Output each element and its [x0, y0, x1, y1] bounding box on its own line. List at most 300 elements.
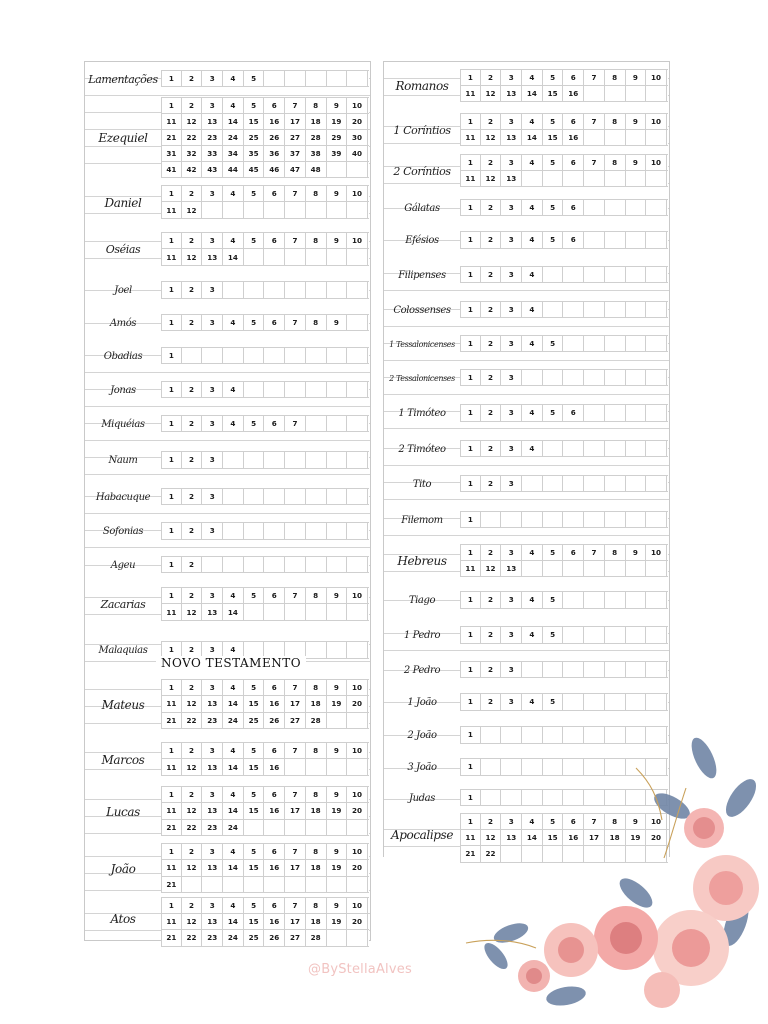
chapter-checkbox[interactable]: 3 — [202, 416, 223, 431]
chapter-checkbox[interactable]: 6 — [264, 588, 285, 603]
chapter-checkbox[interactable]: 32 — [182, 146, 203, 161]
chapter-checkbox[interactable]: 1 — [460, 114, 481, 129]
chapter-checkbox[interactable]: 11 — [161, 114, 182, 129]
chapter-checkbox[interactable]: 22 — [182, 713, 203, 728]
chapter-checkbox[interactable]: 8 — [306, 98, 327, 113]
chapter-checkbox[interactable]: 23 — [202, 130, 223, 145]
chapter-checkbox[interactable]: 2 — [182, 71, 203, 86]
chapter-checkbox[interactable]: 17 — [584, 830, 605, 845]
chapter-checkbox[interactable]: 8 — [605, 155, 626, 170]
chapter-checkbox[interactable]: 4 — [223, 844, 244, 859]
chapter-checkbox[interactable]: 1 — [161, 489, 182, 504]
chapter-checkbox[interactable]: 2 — [182, 416, 203, 431]
chapter-checkbox[interactable]: 14 — [223, 914, 244, 929]
chapter-checkbox[interactable]: 4 — [522, 232, 543, 247]
chapter-checkbox[interactable]: 5 — [543, 336, 564, 351]
chapter-checkbox[interactable]: 15 — [244, 114, 265, 129]
chapter-checkbox[interactable]: 9 — [327, 898, 348, 913]
chapter-checkbox[interactable]: 1 — [161, 186, 182, 201]
chapter-checkbox[interactable]: 6 — [264, 680, 285, 695]
chapter-checkbox[interactable]: 7 — [285, 743, 306, 758]
chapter-checkbox[interactable]: 10 — [646, 155, 667, 170]
chapter-checkbox[interactable]: 4 — [522, 592, 543, 607]
chapter-checkbox[interactable]: 7 — [285, 416, 306, 431]
chapter-checkbox[interactable]: 13 — [501, 130, 522, 145]
chapter-checkbox[interactable]: 2 — [182, 844, 203, 859]
chapter-checkbox[interactable]: 14 — [223, 759, 244, 774]
chapter-checkbox[interactable]: 27 — [285, 930, 306, 945]
chapter-checkbox[interactable]: 4 — [522, 441, 543, 456]
chapter-checkbox[interactable]: 1 — [460, 405, 481, 420]
chapter-checkbox[interactable]: 14 — [223, 114, 244, 129]
chapter-checkbox[interactable]: 3 — [501, 592, 522, 607]
chapter-checkbox[interactable]: 11 — [460, 171, 481, 186]
chapter-checkbox[interactable]: 8 — [306, 315, 327, 330]
chapter-checkbox[interactable]: 3 — [501, 155, 522, 170]
chapter-checkbox[interactable]: 5 — [244, 416, 265, 431]
chapter-checkbox[interactable]: 10 — [646, 114, 667, 129]
chapter-checkbox[interactable]: 2 — [182, 680, 203, 695]
chapter-checkbox[interactable]: 8 — [306, 898, 327, 913]
chapter-checkbox[interactable]: 13 — [202, 249, 223, 264]
chapter-checkbox[interactable]: 5 — [244, 680, 265, 695]
chapter-checkbox[interactable]: 13 — [501, 86, 522, 101]
chapter-checkbox[interactable]: 2 — [481, 545, 502, 560]
chapter-checkbox[interactable]: 1 — [161, 98, 182, 113]
chapter-checkbox[interactable]: 3 — [501, 232, 522, 247]
chapter-checkbox[interactable]: 1 — [460, 155, 481, 170]
chapter-checkbox[interactable]: 14 — [522, 830, 543, 845]
chapter-checkbox[interactable]: 45 — [244, 162, 265, 177]
chapter-checkbox[interactable]: 3 — [501, 200, 522, 215]
chapter-checkbox[interactable]: 3 — [202, 787, 223, 802]
chapter-checkbox[interactable]: 1 — [161, 282, 182, 297]
chapter-checkbox[interactable]: 4 — [522, 694, 543, 709]
chapter-checkbox[interactable]: 6 — [563, 232, 584, 247]
chapter-checkbox[interactable]: 22 — [481, 846, 502, 861]
chapter-checkbox[interactable]: 10 — [347, 186, 368, 201]
chapter-checkbox[interactable]: 12 — [182, 249, 203, 264]
chapter-checkbox[interactable]: 3 — [501, 370, 522, 385]
chapter-checkbox[interactable]: 21 — [161, 130, 182, 145]
chapter-checkbox[interactable]: 12 — [182, 914, 203, 929]
chapter-checkbox[interactable]: 10 — [646, 70, 667, 85]
chapter-checkbox[interactable]: 27 — [285, 713, 306, 728]
chapter-checkbox[interactable]: 3 — [202, 186, 223, 201]
chapter-checkbox[interactable]: 5 — [543, 232, 564, 247]
chapter-checkbox[interactable]: 9 — [327, 844, 348, 859]
chapter-checkbox[interactable]: 6 — [264, 98, 285, 113]
chapter-checkbox[interactable]: 3 — [202, 898, 223, 913]
chapter-checkbox[interactable]: 1 — [161, 680, 182, 695]
chapter-checkbox[interactable]: 10 — [646, 545, 667, 560]
chapter-checkbox[interactable]: 15 — [543, 130, 564, 145]
chapter-checkbox[interactable]: 11 — [460, 561, 481, 576]
chapter-checkbox[interactable]: 3 — [202, 233, 223, 248]
chapter-checkbox[interactable]: 8 — [306, 680, 327, 695]
chapter-checkbox[interactable]: 14 — [223, 803, 244, 818]
chapter-checkbox[interactable]: 14 — [223, 604, 244, 619]
chapter-checkbox[interactable]: 3 — [202, 71, 223, 86]
chapter-checkbox[interactable]: 19 — [327, 860, 348, 875]
chapter-checkbox[interactable]: 3 — [501, 302, 522, 317]
chapter-checkbox[interactable]: 1 — [161, 315, 182, 330]
chapter-checkbox[interactable]: 23 — [202, 930, 223, 945]
chapter-checkbox[interactable]: 15 — [543, 86, 564, 101]
chapter-checkbox[interactable]: 1 — [460, 592, 481, 607]
chapter-checkbox[interactable]: 2 — [481, 441, 502, 456]
chapter-checkbox[interactable]: 42 — [182, 162, 203, 177]
chapter-checkbox[interactable]: 2 — [481, 405, 502, 420]
chapter-checkbox[interactable]: 23 — [202, 713, 223, 728]
chapter-checkbox[interactable]: 2 — [481, 476, 502, 491]
chapter-checkbox[interactable]: 10 — [347, 743, 368, 758]
chapter-checkbox[interactable]: 3 — [501, 662, 522, 677]
chapter-checkbox[interactable]: 13 — [202, 604, 223, 619]
chapter-checkbox[interactable]: 2 — [182, 588, 203, 603]
chapter-checkbox[interactable]: 24 — [223, 713, 244, 728]
chapter-checkbox[interactable]: 4 — [223, 898, 244, 913]
chapter-checkbox[interactable]: 4 — [522, 114, 543, 129]
chapter-checkbox[interactable]: 4 — [223, 416, 244, 431]
chapter-checkbox[interactable]: 4 — [223, 743, 244, 758]
chapter-checkbox[interactable]: 12 — [182, 202, 203, 217]
chapter-checkbox[interactable]: 27 — [285, 130, 306, 145]
chapter-checkbox[interactable]: 6 — [563, 814, 584, 829]
chapter-checkbox[interactable]: 5 — [543, 592, 564, 607]
chapter-checkbox[interactable]: 5 — [244, 743, 265, 758]
chapter-checkbox[interactable]: 14 — [522, 130, 543, 145]
chapter-checkbox[interactable]: 1 — [460, 336, 481, 351]
chapter-checkbox[interactable]: 9 — [626, 114, 647, 129]
chapter-checkbox[interactable]: 7 — [285, 186, 306, 201]
chapter-checkbox[interactable]: 8 — [605, 114, 626, 129]
chapter-checkbox[interactable]: 3 — [501, 405, 522, 420]
chapter-checkbox[interactable]: 4 — [223, 98, 244, 113]
chapter-checkbox[interactable]: 6 — [563, 114, 584, 129]
chapter-checkbox[interactable]: 16 — [264, 803, 285, 818]
chapter-checkbox[interactable]: 14 — [223, 860, 244, 875]
chapter-checkbox[interactable]: 1 — [460, 694, 481, 709]
chapter-checkbox[interactable]: 2 — [481, 694, 502, 709]
chapter-checkbox[interactable]: 5 — [543, 545, 564, 560]
chapter-checkbox[interactable]: 15 — [244, 914, 265, 929]
chapter-checkbox[interactable]: 2 — [182, 382, 203, 397]
chapter-checkbox[interactable]: 23 — [202, 820, 223, 835]
chapter-checkbox[interactable]: 2 — [182, 186, 203, 201]
chapter-checkbox[interactable]: 4 — [223, 642, 244, 657]
chapter-checkbox[interactable]: 13 — [202, 696, 223, 711]
chapter-checkbox[interactable]: 8 — [605, 545, 626, 560]
chapter-checkbox[interactable]: 9 — [327, 588, 348, 603]
chapter-checkbox[interactable]: 15 — [244, 759, 265, 774]
chapter-checkbox[interactable]: 4 — [522, 336, 543, 351]
chapter-checkbox[interactable]: 5 — [244, 98, 265, 113]
chapter-checkbox[interactable]: 19 — [626, 830, 647, 845]
chapter-checkbox[interactable]: 5 — [543, 814, 564, 829]
chapter-checkbox[interactable]: 3 — [202, 315, 223, 330]
chapter-checkbox[interactable]: 11 — [161, 696, 182, 711]
chapter-checkbox[interactable]: 10 — [347, 787, 368, 802]
chapter-checkbox[interactable]: 1 — [161, 642, 182, 657]
chapter-checkbox[interactable]: 6 — [264, 233, 285, 248]
chapter-checkbox[interactable]: 37 — [285, 146, 306, 161]
chapter-checkbox[interactable]: 7 — [584, 814, 605, 829]
chapter-checkbox[interactable]: 6 — [563, 70, 584, 85]
chapter-checkbox[interactable]: 13 — [202, 759, 223, 774]
chapter-checkbox[interactable]: 2 — [481, 814, 502, 829]
chapter-checkbox[interactable]: 12 — [182, 803, 203, 818]
chapter-checkbox[interactable]: 19 — [327, 803, 348, 818]
chapter-checkbox[interactable]: 14 — [522, 86, 543, 101]
chapter-checkbox[interactable]: 2 — [182, 898, 203, 913]
chapter-checkbox[interactable]: 5 — [543, 200, 564, 215]
chapter-checkbox[interactable]: 12 — [182, 696, 203, 711]
chapter-checkbox[interactable]: 20 — [347, 696, 368, 711]
chapter-checkbox[interactable]: 6 — [563, 155, 584, 170]
chapter-checkbox[interactable]: 3 — [202, 489, 223, 504]
chapter-checkbox[interactable]: 4 — [522, 155, 543, 170]
chapter-checkbox[interactable]: 11 — [161, 860, 182, 875]
chapter-checkbox[interactable]: 14 — [223, 249, 244, 264]
chapter-checkbox[interactable]: 24 — [223, 930, 244, 945]
chapter-checkbox[interactable]: 3 — [501, 336, 522, 351]
chapter-checkbox[interactable]: 15 — [244, 803, 265, 818]
chapter-checkbox[interactable]: 7 — [584, 114, 605, 129]
chapter-checkbox[interactable]: 21 — [161, 713, 182, 728]
chapter-checkbox[interactable]: 3 — [501, 70, 522, 85]
chapter-checkbox[interactable]: 4 — [522, 545, 543, 560]
chapter-checkbox[interactable]: 9 — [626, 155, 647, 170]
chapter-checkbox[interactable]: 11 — [161, 914, 182, 929]
chapter-checkbox[interactable]: 2 — [481, 200, 502, 215]
chapter-checkbox[interactable]: 16 — [563, 130, 584, 145]
chapter-checkbox[interactable]: 12 — [481, 86, 502, 101]
chapter-checkbox[interactable]: 13 — [202, 803, 223, 818]
chapter-checkbox[interactable]: 17 — [285, 803, 306, 818]
chapter-checkbox[interactable]: 11 — [460, 130, 481, 145]
chapter-checkbox[interactable]: 1 — [460, 814, 481, 829]
chapter-checkbox[interactable]: 6 — [264, 787, 285, 802]
chapter-checkbox[interactable]: 38 — [306, 146, 327, 161]
chapter-checkbox[interactable]: 4 — [522, 267, 543, 282]
chapter-checkbox[interactable]: 16 — [264, 860, 285, 875]
chapter-checkbox[interactable]: 28 — [306, 130, 327, 145]
chapter-checkbox[interactable]: 15 — [244, 860, 265, 875]
chapter-checkbox[interactable]: 34 — [223, 146, 244, 161]
chapter-checkbox[interactable]: 8 — [306, 186, 327, 201]
chapter-checkbox[interactable]: 2 — [481, 370, 502, 385]
chapter-checkbox[interactable]: 1 — [460, 441, 481, 456]
chapter-checkbox[interactable]: 9 — [327, 315, 348, 330]
chapter-checkbox[interactable]: 12 — [481, 130, 502, 145]
chapter-checkbox[interactable]: 15 — [244, 696, 265, 711]
chapter-checkbox[interactable]: 7 — [584, 155, 605, 170]
chapter-checkbox[interactable]: 10 — [646, 814, 667, 829]
chapter-checkbox[interactable]: 2 — [182, 452, 203, 467]
chapter-checkbox[interactable]: 10 — [347, 588, 368, 603]
chapter-checkbox[interactable]: 1 — [460, 727, 481, 742]
chapter-checkbox[interactable]: 4 — [223, 680, 244, 695]
chapter-checkbox[interactable]: 5 — [543, 405, 564, 420]
chapter-checkbox[interactable]: 2 — [182, 523, 203, 538]
chapter-checkbox[interactable]: 5 — [543, 155, 564, 170]
chapter-checkbox[interactable]: 7 — [285, 98, 306, 113]
chapter-checkbox[interactable]: 7 — [584, 70, 605, 85]
chapter-checkbox[interactable]: 4 — [223, 186, 244, 201]
chapter-checkbox[interactable]: 12 — [481, 830, 502, 845]
chapter-checkbox[interactable]: 1 — [460, 267, 481, 282]
chapter-checkbox[interactable]: 7 — [584, 545, 605, 560]
chapter-checkbox[interactable]: 12 — [182, 860, 203, 875]
chapter-checkbox[interactable]: 48 — [306, 162, 327, 177]
chapter-checkbox[interactable]: 4 — [522, 200, 543, 215]
chapter-checkbox[interactable]: 6 — [264, 416, 285, 431]
chapter-checkbox[interactable]: 12 — [182, 759, 203, 774]
chapter-checkbox[interactable]: 11 — [161, 803, 182, 818]
chapter-checkbox[interactable]: 5 — [244, 233, 265, 248]
chapter-checkbox[interactable]: 4 — [522, 814, 543, 829]
chapter-checkbox[interactable]: 11 — [460, 830, 481, 845]
chapter-checkbox[interactable]: 2 — [481, 592, 502, 607]
chapter-checkbox[interactable]: 1 — [460, 302, 481, 317]
chapter-checkbox[interactable]: 3 — [501, 545, 522, 560]
chapter-checkbox[interactable]: 9 — [327, 233, 348, 248]
chapter-checkbox[interactable]: 19 — [327, 696, 348, 711]
chapter-checkbox[interactable]: 17 — [285, 114, 306, 129]
chapter-checkbox[interactable]: 16 — [563, 86, 584, 101]
chapter-checkbox[interactable]: 20 — [646, 830, 667, 845]
chapter-checkbox[interactable]: 4 — [522, 405, 543, 420]
chapter-checkbox[interactable]: 5 — [244, 898, 265, 913]
chapter-checkbox[interactable]: 21 — [161, 820, 182, 835]
chapter-checkbox[interactable]: 9 — [327, 98, 348, 113]
chapter-checkbox[interactable]: 10 — [347, 680, 368, 695]
chapter-checkbox[interactable]: 11 — [161, 202, 182, 217]
chapter-checkbox[interactable]: 4 — [223, 588, 244, 603]
chapter-checkbox[interactable]: 3 — [501, 476, 522, 491]
chapter-checkbox[interactable]: 5 — [244, 588, 265, 603]
chapter-checkbox[interactable]: 12 — [481, 561, 502, 576]
chapter-checkbox[interactable]: 1 — [460, 759, 481, 774]
chapter-checkbox[interactable]: 22 — [182, 130, 203, 145]
chapter-checkbox[interactable]: 3 — [501, 441, 522, 456]
chapter-checkbox[interactable]: 11 — [161, 604, 182, 619]
chapter-checkbox[interactable]: 25 — [244, 713, 265, 728]
chapter-checkbox[interactable]: 18 — [306, 860, 327, 875]
chapter-checkbox[interactable]: 2 — [481, 114, 502, 129]
chapter-checkbox[interactable]: 8 — [605, 70, 626, 85]
chapter-checkbox[interactable]: 6 — [563, 200, 584, 215]
chapter-checkbox[interactable]: 21 — [161, 877, 182, 892]
chapter-checkbox[interactable]: 7 — [285, 315, 306, 330]
chapter-checkbox[interactable]: 3 — [501, 814, 522, 829]
chapter-checkbox[interactable]: 2 — [481, 267, 502, 282]
chapter-checkbox[interactable]: 7 — [285, 233, 306, 248]
chapter-checkbox[interactable]: 6 — [264, 315, 285, 330]
chapter-checkbox[interactable]: 7 — [285, 898, 306, 913]
chapter-checkbox[interactable]: 2 — [481, 627, 502, 642]
chapter-checkbox[interactable]: 2 — [182, 315, 203, 330]
chapter-checkbox[interactable]: 1 — [460, 662, 481, 677]
chapter-checkbox[interactable]: 3 — [501, 267, 522, 282]
chapter-checkbox[interactable]: 21 — [161, 930, 182, 945]
chapter-checkbox[interactable]: 8 — [605, 814, 626, 829]
chapter-checkbox[interactable]: 6 — [563, 405, 584, 420]
chapter-checkbox[interactable]: 2 — [481, 336, 502, 351]
chapter-checkbox[interactable]: 2 — [182, 642, 203, 657]
chapter-checkbox[interactable]: 3 — [202, 282, 223, 297]
chapter-checkbox[interactable]: 2 — [481, 302, 502, 317]
chapter-checkbox[interactable]: 4 — [522, 627, 543, 642]
chapter-checkbox[interactable]: 6 — [563, 545, 584, 560]
chapter-checkbox[interactable]: 5 — [244, 186, 265, 201]
chapter-checkbox[interactable]: 2 — [481, 662, 502, 677]
chapter-checkbox[interactable]: 28 — [306, 713, 327, 728]
chapter-checkbox[interactable]: 2 — [182, 743, 203, 758]
chapter-checkbox[interactable]: 2 — [182, 98, 203, 113]
chapter-checkbox[interactable]: 1 — [460, 70, 481, 85]
chapter-checkbox[interactable]: 41 — [161, 162, 182, 177]
chapter-checkbox[interactable]: 5 — [543, 114, 564, 129]
chapter-checkbox[interactable]: 20 — [347, 860, 368, 875]
chapter-checkbox[interactable]: 18 — [605, 830, 626, 845]
chapter-checkbox[interactable]: 19 — [327, 914, 348, 929]
chapter-checkbox[interactable]: 1 — [460, 476, 481, 491]
chapter-checkbox[interactable]: 8 — [306, 844, 327, 859]
chapter-checkbox[interactable]: 30 — [347, 130, 368, 145]
chapter-checkbox[interactable]: 21 — [460, 846, 481, 861]
chapter-checkbox[interactable]: 1 — [460, 200, 481, 215]
chapter-checkbox[interactable]: 1 — [161, 452, 182, 467]
chapter-checkbox[interactable]: 28 — [306, 930, 327, 945]
chapter-checkbox[interactable]: 5 — [543, 70, 564, 85]
chapter-checkbox[interactable]: 11 — [161, 249, 182, 264]
chapter-checkbox[interactable]: 26 — [264, 713, 285, 728]
chapter-checkbox[interactable]: 16 — [264, 114, 285, 129]
chapter-checkbox[interactable]: 1 — [161, 71, 182, 86]
chapter-checkbox[interactable]: 20 — [347, 114, 368, 129]
chapter-checkbox[interactable]: 8 — [306, 588, 327, 603]
chapter-checkbox[interactable]: 1 — [161, 523, 182, 538]
chapter-checkbox[interactable]: 1 — [161, 787, 182, 802]
chapter-checkbox[interactable]: 9 — [327, 680, 348, 695]
chapter-checkbox[interactable]: 4 — [223, 787, 244, 802]
chapter-checkbox[interactable]: 35 — [244, 146, 265, 161]
chapter-checkbox[interactable]: 2 — [182, 787, 203, 802]
chapter-checkbox[interactable]: 17 — [285, 914, 306, 929]
chapter-checkbox[interactable]: 18 — [306, 696, 327, 711]
chapter-checkbox[interactable]: 1 — [460, 627, 481, 642]
chapter-checkbox[interactable]: 4 — [223, 315, 244, 330]
chapter-checkbox[interactable]: 10 — [347, 98, 368, 113]
chapter-checkbox[interactable]: 1 — [460, 370, 481, 385]
chapter-checkbox[interactable]: 17 — [285, 860, 306, 875]
chapter-checkbox[interactable]: 13 — [202, 914, 223, 929]
chapter-checkbox[interactable]: 2 — [481, 155, 502, 170]
chapter-checkbox[interactable]: 13 — [501, 561, 522, 576]
chapter-checkbox[interactable]: 33 — [202, 146, 223, 161]
chapter-checkbox[interactable]: 4 — [522, 302, 543, 317]
chapter-checkbox[interactable]: 36 — [264, 146, 285, 161]
chapter-checkbox[interactable]: 3 — [202, 588, 223, 603]
chapter-checkbox[interactable]: 1 — [161, 588, 182, 603]
chapter-checkbox[interactable]: 12 — [182, 114, 203, 129]
chapter-checkbox[interactable]: 11 — [161, 759, 182, 774]
chapter-checkbox[interactable]: 16 — [264, 914, 285, 929]
chapter-checkbox[interactable]: 6 — [264, 898, 285, 913]
chapter-checkbox[interactable]: 18 — [306, 914, 327, 929]
